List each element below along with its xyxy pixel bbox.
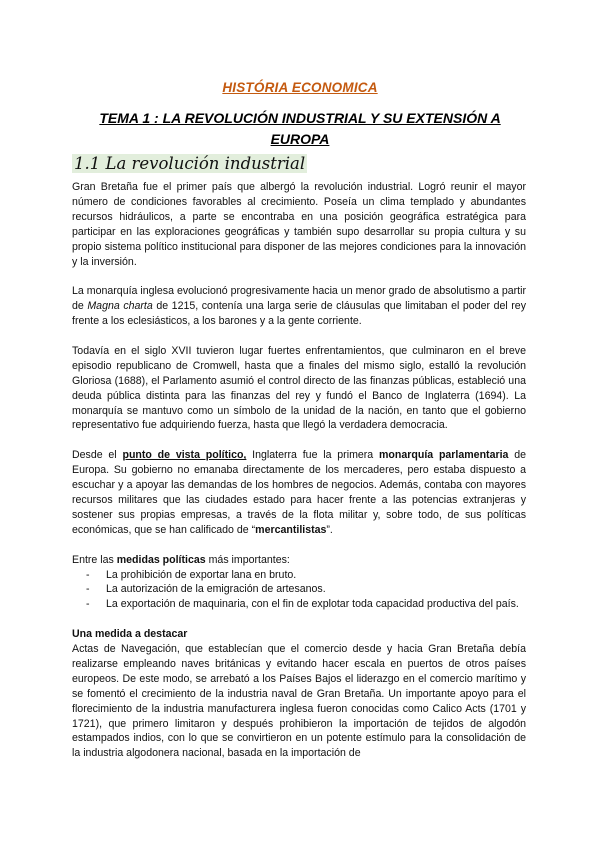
text-run: de Europa. Su gobierno no emanaba directamente de los mercaderes, pero estaba dispuesto a escuchar y a apoyar las demandas de los hombres de negocios. Además, contaba con mayores recursos militares que las ciudades estado para hacer frente a las potencias extranjeras y sostener sus propias empresas, a través de la flota militar y, sobre todo, de sus políticas económicas, que se han calificado de “ bbox=[72, 449, 527, 536]
bold-mercantilistas: mercantilistas bbox=[255, 523, 327, 536]
paragraph-2 bbox=[72, 284, 526, 329]
bold-medidas-politicas: medidas políticas bbox=[116, 553, 206, 566]
paragraph-5 bbox=[72, 553, 526, 568]
list-item: - La autorización de la emigración de artesanos. bbox=[72, 582, 526, 597]
text-run: La monarquía inglesa evolucionó progresivamente hacia un menor grado de absolutismo a partir de bbox=[72, 285, 526, 313]
topic-title: TEMA 1 : LA REVOLUCIÓN INDUSTRIAL Y SU EXTENSIÓN A EUROPA bbox=[99, 110, 501, 147]
text-run: Entre las bbox=[72, 553, 117, 566]
text-run: Inglaterra fue la primera bbox=[246, 449, 379, 462]
text-run: de 1215, contenía una larga serie de cláusulas que limitaban el poder del rey frente a los eclesiásticos, a los barones y a la gente corriente. bbox=[72, 300, 526, 328]
bold-monarquia: monarquía parlamentaria bbox=[379, 449, 509, 462]
paragraph-4 bbox=[72, 448, 526, 537]
document-body bbox=[72, 180, 526, 776]
list-item: - La exportación de maquinaria, con el fin de explotar toda capacidad productiva del país. bbox=[72, 597, 526, 612]
text-run: Desde el bbox=[72, 449, 123, 462]
bold-punto-de-vista: punto de vista político, bbox=[122, 449, 247, 462]
paragraph-3: Todavía en el siglo XVII tuvieron lugar fuertes enfrentamientos, que culminaron en el breve episodio republicano de Cromwell, hasta que a finales del mismo siglo, estalló la revolución Gloriosa (1688), el Parlamento asumió el control directo de las finanzas públicas, estableció una deuda pública distinta para las finanzas del rey y fundó el Banco de Inglaterra (1694). La monarquía se mantuvo como un símbolo de la unidad de la nación, en tanto que el gobierno representativo fue adquiriendo fuerza, hasta que llegó la verdadera democracia. bbox=[72, 344, 526, 432]
subheading: Una medida a destacar bbox=[72, 628, 188, 641]
list-item: - La prohibición de exportar lana en bruto. bbox=[72, 568, 526, 583]
measures-list bbox=[72, 568, 526, 613]
text-run: más importantes: bbox=[205, 553, 290, 566]
section-heading: 1.1 La revolución industrial bbox=[74, 154, 306, 173]
course-title: HISTÓRIA ECONOMICA bbox=[222, 80, 378, 95]
text-run: ”. bbox=[326, 523, 333, 536]
emphasis-magna-charta: Magna charta bbox=[87, 300, 153, 313]
paragraph-1: Gran Bretaña fue el primer país que albergó la revolución industrial. Logró reunir el mayor número de condiciones favorables al crecimiento. Poseía un clima templado y abundantes recursos hidráulicos, a parte se encontraba en una posición geográfica estratégica para participar en las exploraciones geográficas y también supo desarrollar su propia cultura y su propio sistema político institucional para disponer de las mejores condiciones para la innovación y la inversión. bbox=[72, 181, 526, 268]
paragraph-6: Actas de Navegación, que establecían que el comercio desde y hacia Gran Bretaña debía realizarse empleando naves británicas y evitando hacer escala en puertos de otros países europeos. De este modo, se arrebató a los Países Bajos el liderazgo en el comercio marítimo y se fomentó el crecimiento de la industria naval de Gran Bretaña. Un importante apoyo para el florecimiento de la industria manufacturera inglesa fueron conocidas como Calico Acts (1701 y 1721), que primero limitaron y después prohibieron la importación de tejidos de algodón estampados indios, con lo que se convirtieron en un potente estímulo para la consolidación de la industria algodonera nacional, basada en la importación de bbox=[72, 643, 526, 760]
